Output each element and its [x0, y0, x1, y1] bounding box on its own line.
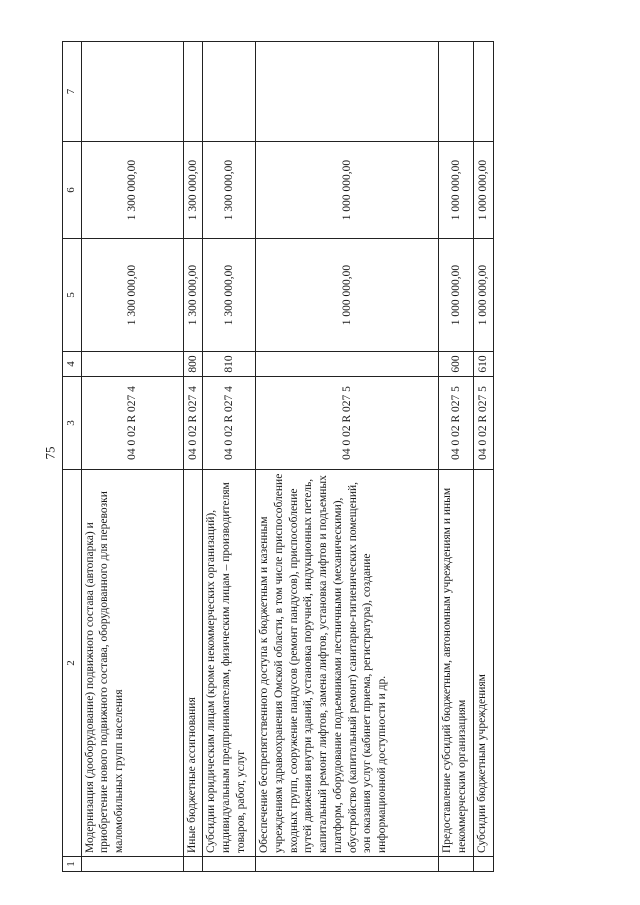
table-row [203, 42, 256, 872]
row-index-cell [256, 857, 439, 872]
item-name: Субсидии бюджетным учреждениям [474, 470, 494, 857]
table-row [184, 42, 203, 872]
amount-col5: 1 000 000,00 [256, 239, 439, 352]
row-index-cell [81, 857, 183, 872]
item-type: 810 [203, 352, 256, 377]
item-code: 04 0 02 R 027 5 [474, 377, 494, 470]
amount-col6: 1 300 000,00 [184, 142, 203, 239]
amount-col5: 1 000 000,00 [474, 239, 494, 352]
table-row [81, 42, 183, 872]
column-header: 1 [63, 857, 82, 872]
item-code: 04 0 02 R 027 5 [438, 377, 474, 470]
amount-col6: 1 300 000,00 [203, 142, 256, 239]
column-header: 3 [63, 377, 82, 470]
item-code: 04 0 02 R 027 4 [184, 377, 203, 470]
column-header: 6 [63, 142, 82, 239]
item-name: Предоставление субсидий бюджетным, автономным учреждениям и иным некоммерческим организациям [438, 470, 474, 857]
row-index-cell [203, 857, 256, 872]
item-name: Субсидии юридическим лицам (кроме некоммерческих организаций), индивидуальным предпринимателям, физическим лицам – производителям товаров, работ, услуг [203, 470, 256, 857]
item-name: Обеспечение беспрепятственного доступа к бюджетным и казенным учреждениям здравоохранения Омской области, в том числе приспособление входных групп, сооружение пандусов (ремонт пандусов), приспособление путей движения внутри зданий, установка поручней, индукционных петель, капитальный ремонт лифтов, замена лифтов, установка лифтов и подъемных платформ, оборудование подъемниками лестничными (механическими), обустройство (капитальный ремонт) санитарно-гигиенических помещений, зон оказания услуг (кабинет приема, регистратура), создание информационной доступности и др. [256, 470, 439, 857]
row-index-cell [438, 857, 474, 872]
amount-col6: 1 000 000,00 [256, 142, 439, 239]
amount-col7 [438, 42, 474, 142]
amount-col5: 1 300 000,00 [203, 239, 256, 352]
table-row [438, 42, 474, 872]
rotated-table-frame [62, 42, 494, 872]
amount-col7 [256, 42, 439, 142]
amount-col7 [81, 42, 183, 142]
item-type: 600 [438, 352, 474, 377]
item-type: 800 [184, 352, 203, 377]
amount-col7 [474, 42, 494, 142]
column-header: 5 [63, 239, 82, 352]
item-code: 04 0 02 R 027 4 [203, 377, 256, 470]
amount-col5: 1 300 000,00 [184, 239, 203, 352]
table-row [256, 42, 439, 872]
item-type [256, 352, 439, 377]
column-header: 2 [63, 470, 82, 857]
item-code: 04 0 02 R 027 5 [256, 377, 439, 470]
item-name: Модернизация (дооборудование) подвижного состава (автопарка) и приобретение нового подвижного состава, оборудованного для перевозки маломобильных групп населения [81, 470, 183, 857]
amount-col5: 1 000 000,00 [438, 239, 474, 352]
budget-table [62, 41, 494, 872]
amount-col6: 1 000 000,00 [474, 142, 494, 239]
column-header: 4 [63, 352, 82, 377]
item-code: 04 0 02 R 027 4 [81, 377, 183, 470]
item-type: 610 [474, 352, 494, 377]
page-number: 75 [42, 446, 58, 460]
item-type [81, 352, 183, 377]
amount-col6: 1 300 000,00 [81, 142, 183, 239]
column-header: 7 [63, 42, 82, 142]
amount-col5: 1 300 000,00 [81, 239, 183, 352]
item-name: Иные бюджетные ассигнования [184, 470, 203, 857]
row-index-cell [474, 857, 494, 872]
header-row [63, 42, 82, 872]
amount-col7 [203, 42, 256, 142]
amount-col6: 1 000 000,00 [438, 142, 474, 239]
amount-col7 [184, 42, 203, 142]
row-index-cell [184, 857, 203, 872]
table-row [474, 42, 494, 872]
